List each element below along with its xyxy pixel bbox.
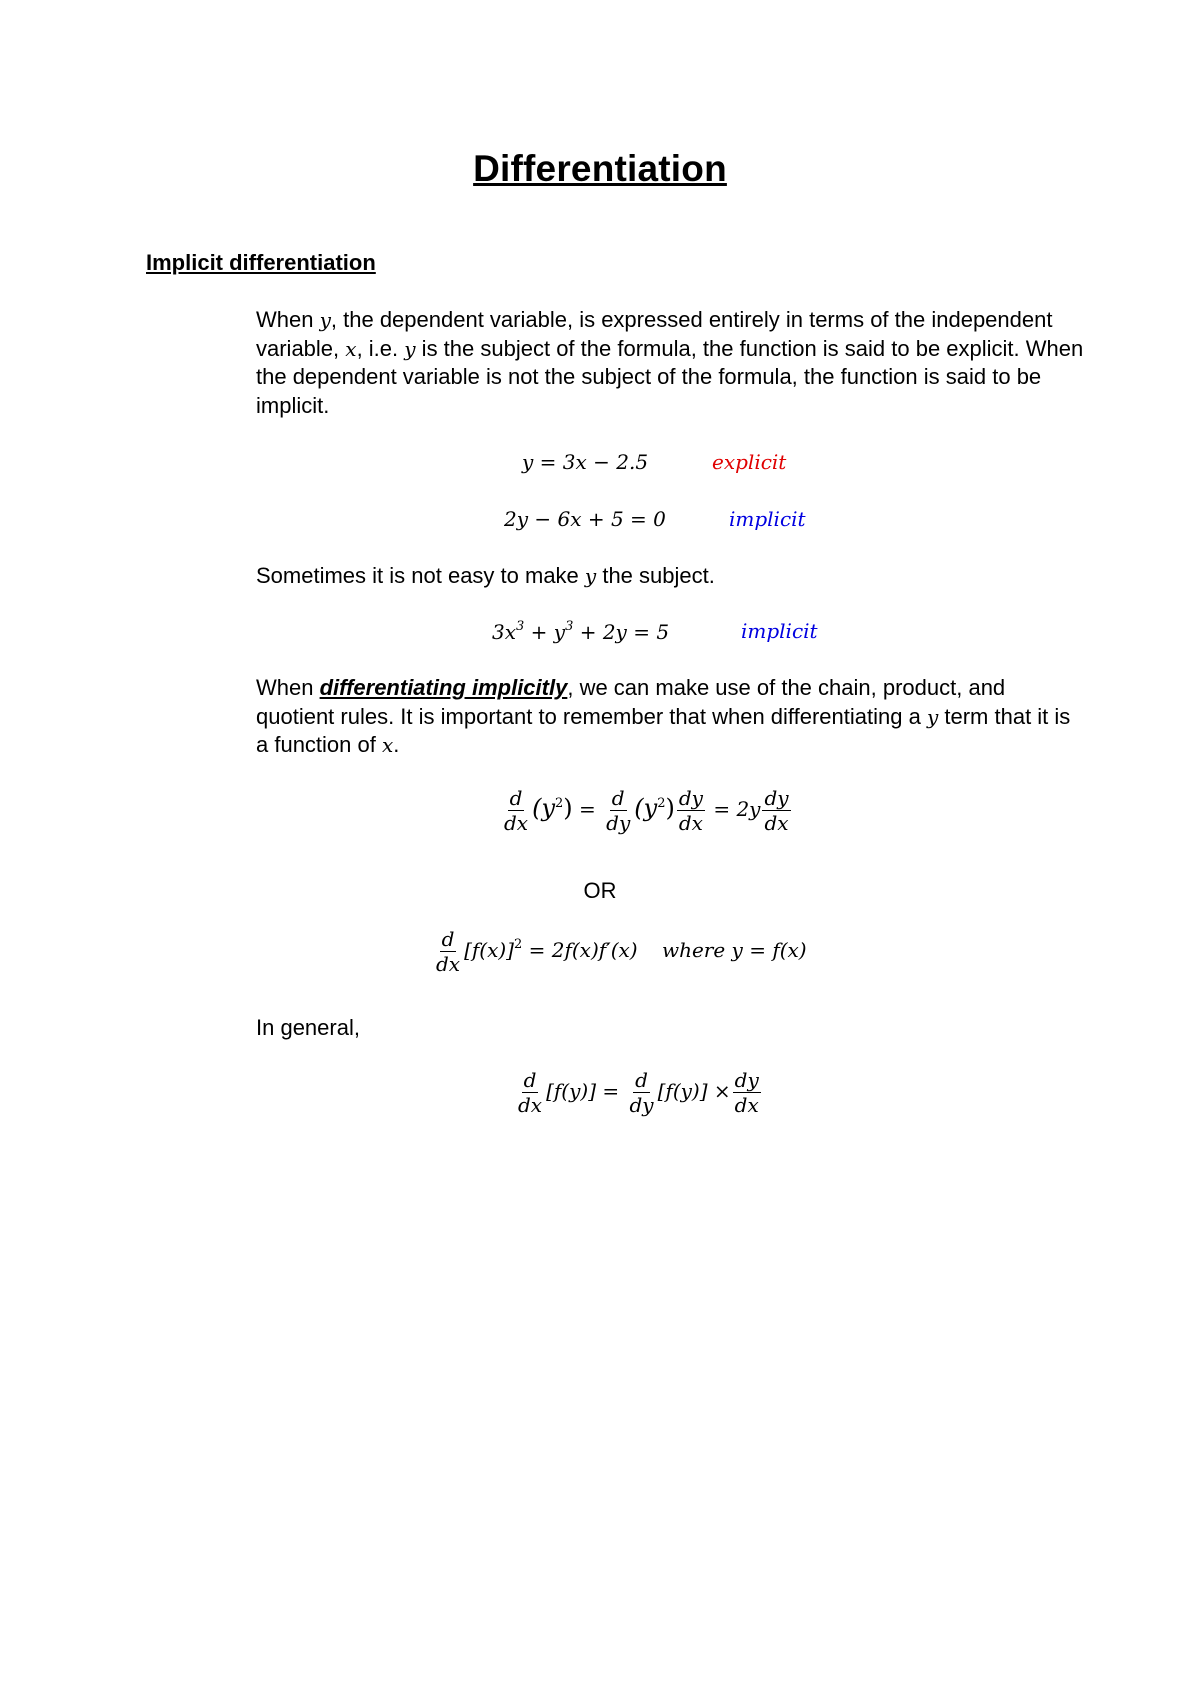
para-text: is the subject of the formula, the function is said to be explicit. When the dependent variable is not the subject of the formula, the function is said to be implicit. bbox=[256, 335, 1084, 418]
equation-general-rule: $\frac{d}{dx}$ [f(y)] = $\frac{d}{dy}$ [f(y)] × $\frac{dy}{dx}$ bbox=[518, 1068, 759, 1117]
equation-implicit-1: 2y − 6x + 5 = 0 bbox=[504, 507, 666, 531]
math-var: y bbox=[319, 308, 331, 332]
intro-paragraph bbox=[256, 306, 1086, 420]
general-paragraph: In general, bbox=[256, 1015, 360, 1040]
fraction: $\frac{dy}{dx}$ bbox=[764, 786, 789, 835]
document-title: Differentiation bbox=[473, 148, 727, 189]
subject-paragraph bbox=[256, 562, 1086, 591]
equation-chain-rule-y2: $\frac{d}{dx}$ $(y^2)$ = $\frac{d}{dy}$ $(y^2)$ $\frac{dy}{dx}$ = 2y $\frac{dy}{dx}$ bbox=[504, 786, 789, 835]
para-text: , i.e. bbox=[356, 335, 405, 361]
section-heading: Implicit differentiation bbox=[146, 250, 376, 275]
math-var: y bbox=[404, 336, 416, 361]
implicit-label-2: implicit bbox=[741, 619, 818, 643]
math-var: y bbox=[926, 704, 939, 729]
math-var: x bbox=[345, 336, 357, 361]
explicit-label: explicit bbox=[712, 450, 787, 474]
para-text: term that it is a function of bbox=[256, 703, 1071, 757]
para-text: Sometimes it is not easy to make bbox=[256, 563, 585, 588]
para-text: When bbox=[256, 675, 320, 700]
equation-explicit: y = 3x − 2.5 bbox=[522, 450, 649, 474]
or-separator: OR bbox=[583, 878, 617, 903]
implicit-label-1: implicit bbox=[729, 507, 806, 531]
fraction: $\frac{dy}{dx}$ bbox=[734, 1068, 759, 1117]
fraction: $\frac{d}{dy}$ bbox=[606, 786, 631, 835]
equation-chain-rule-f: $\frac{d}{dx}$ $[f(x)]^2 = 2f(x)f'(x)$ where y = f(x) bbox=[436, 927, 807, 976]
fraction: $\frac{d}{dx}$ bbox=[518, 1068, 543, 1117]
para-text: . bbox=[393, 732, 400, 757]
fraction: $\frac{d}{dy}$ bbox=[629, 1068, 654, 1117]
math-var: y bbox=[584, 564, 597, 588]
equation-implicit-2: $3x^3 + y^3 + 2y = 5$ bbox=[492, 619, 670, 644]
para-text: , we can make use of the chain, product, and quotient rules. It is important to remember that when differentiating a bbox=[256, 675, 1006, 729]
math-var: x bbox=[381, 733, 394, 757]
para-text: the subject. bbox=[596, 563, 715, 588]
fraction: $\frac{d}{dx}$ bbox=[436, 927, 461, 976]
para-text: , the dependent variable, is expressed entirely in terms of the independent variable, bbox=[256, 307, 1053, 361]
para-text: When bbox=[256, 307, 320, 332]
implicit-paragraph bbox=[256, 674, 1086, 760]
emphasis-text: differentiating implicitly bbox=[319, 675, 568, 700]
fraction: $\frac{dy}{dx}$ bbox=[678, 786, 703, 835]
fraction: $\frac{d}{dx}$ bbox=[504, 786, 529, 835]
